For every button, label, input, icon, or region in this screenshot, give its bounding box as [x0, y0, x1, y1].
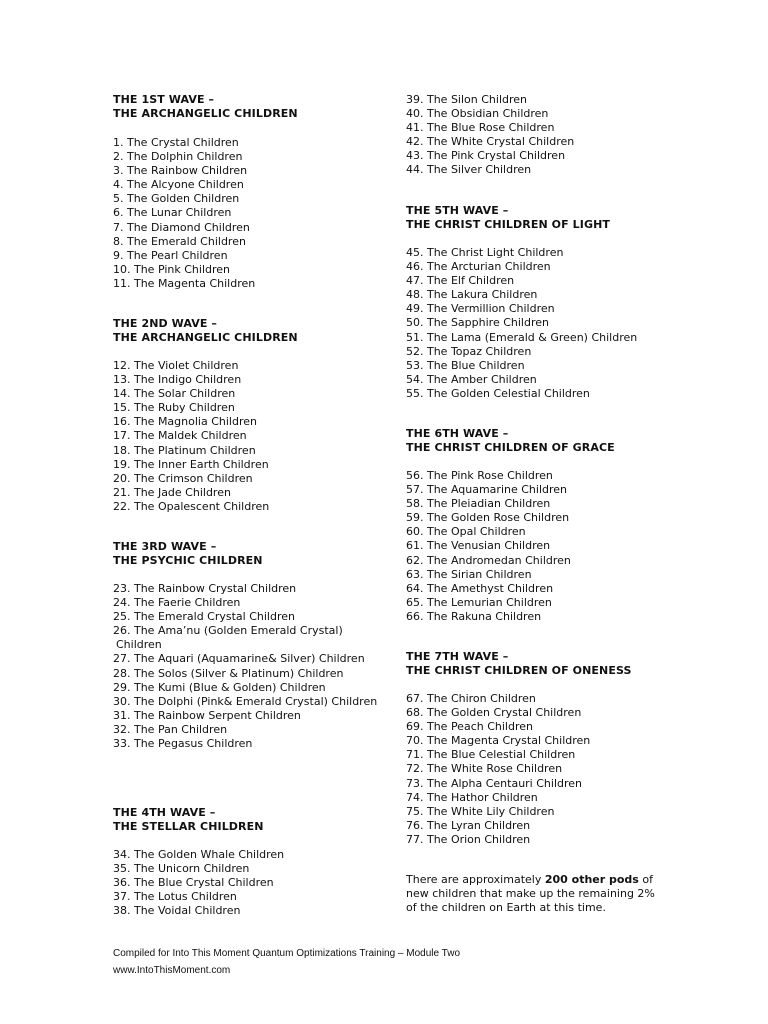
wave-7-title-line2: THE CHRIST CHILDREN OF ONENESS	[406, 664, 632, 678]
wave-7-list	[406, 692, 726, 847]
footer-credit: Compiled for Into This Moment Quantum Optimizations Training – Module Two	[113, 948, 461, 959]
wave-2-title-line1: THE 2ND WAVE –	[113, 317, 218, 330]
wave-1-title-line2: THE ARCHANGELIC CHILDREN	[113, 107, 298, 121]
wave-2-list	[113, 359, 383, 514]
list-item: 70. The Magenta Crystal Children	[406, 734, 591, 748]
list-item: 50. The Sapphire Children	[406, 316, 549, 330]
list-item: 13. The Indigo Children	[113, 373, 242, 387]
list-item: 72. The White Rose Children	[406, 762, 563, 776]
wave-7-title-line1: THE 7TH WAVE –	[406, 650, 509, 663]
list-item: 42. The White Crystal Children	[406, 135, 575, 149]
list-item: 23. The Rainbow Crystal Children	[113, 582, 297, 595]
list-item: 45. The Christ Light Children	[406, 246, 564, 259]
wave-3-title-line2: THE PSYCHIC CHILDREN	[113, 554, 263, 568]
wave-6-title-line2: THE CHRIST CHILDREN OF GRACE	[406, 441, 615, 455]
list-item: 34. The Golden Whale Children	[113, 848, 285, 861]
list-item: 2. The Dolphin Children	[113, 150, 243, 164]
wave-5-section	[406, 204, 726, 232]
list-item: 37. The Lotus Children	[113, 890, 237, 904]
wave-3-list	[113, 582, 383, 751]
list-item: 15. The Ruby Children	[113, 401, 235, 415]
list-item: 58. The Pleiadian Children	[406, 497, 551, 511]
wave-6-list	[406, 469, 726, 624]
list-item: 12. The Violet Children	[113, 359, 239, 372]
list-item: 28. The Solos (Silver & Platinum) Children	[113, 666, 344, 680]
wave-7-section	[406, 650, 726, 678]
list-item: 38. The Voidal Children	[113, 904, 241, 918]
list-item: 41. The Blue Rose Children	[406, 121, 555, 135]
list-item: 21. The Jade Children	[113, 485, 231, 499]
list-item: 35. The Unicorn Children	[113, 862, 250, 876]
pods-note-bold: 200 other pods	[544, 873, 639, 886]
wave-4-list-part1	[113, 848, 383, 918]
list-item: 22. The Opalescent Children	[113, 499, 270, 513]
list-item: 29. The Kumi (Blue & Golden) Children	[113, 680, 326, 694]
wave-2-title-line2: THE ARCHANGELIC CHILDREN	[113, 331, 298, 345]
list-item: 40. The Obsidian Children	[406, 107, 549, 121]
list-item: 71. The Blue Celestial Children	[406, 748, 576, 762]
list-item: 30. The Dolphi (Pink& Emerald Crystal) Children	[113, 694, 378, 708]
list-item: 18. The Platinum Children	[113, 443, 256, 457]
wave-1-list	[113, 136, 383, 291]
list-item: 49. The Vermillion Children	[406, 302, 555, 316]
list-item: 59. The Golden Rose Children	[406, 511, 570, 525]
list-item: 61. The Venusian Children	[406, 539, 551, 553]
list-item: 39. The Silon Children	[406, 93, 528, 106]
wave-3-section	[113, 540, 383, 568]
list-item: 9. The Pearl Children	[113, 248, 228, 262]
wave-2-section	[113, 317, 383, 345]
list-item: 69. The Peach Children	[406, 720, 533, 734]
list-item: 66. The Rakuna Children	[406, 609, 542, 623]
wave-5-title-line1: THE 5TH WAVE –	[406, 204, 509, 217]
list-item: 48. The Lakura Children	[406, 288, 538, 302]
list-item: 25. The Emerald Crystal Children	[113, 610, 295, 624]
list-item: 8. The Emerald Children	[113, 234, 246, 248]
wave-6-title-line1: THE 6TH WAVE –	[406, 427, 509, 440]
list-item: 55. The Golden Celestial Children	[406, 386, 590, 400]
list-item: 17. The Maldek Children	[113, 429, 247, 443]
list-item: 7. The Diamond Children	[113, 220, 250, 234]
list-item: 62. The Andromedan Children	[406, 553, 571, 567]
list-item: 46. The Arcturian Children	[406, 260, 551, 274]
list-item: 31. The Rainbow Serpent Children	[113, 708, 301, 722]
list-item: 44. The Silver Children	[406, 163, 532, 177]
page-footer	[113, 946, 673, 979]
list-item: 73. The Alpha Centauri Children	[406, 776, 583, 790]
wave-1-section	[113, 93, 383, 121]
list-item: 33. The Pegasus Children	[113, 737, 253, 751]
pods-note-after: of new children that make up the remaining 2% of the children on Earth at this time.	[406, 873, 655, 915]
list-item: 63. The Sirian Children	[406, 567, 532, 581]
list-item: 56. The Pink Rose Children	[406, 469, 553, 482]
list-item: 4. The Alcyone Children	[113, 178, 244, 192]
pods-note	[406, 873, 656, 915]
list-item: 74. The Hathor Children	[406, 790, 538, 804]
list-item: 1. The Crystal Children	[113, 136, 239, 149]
list-item: 16. The Magnolia Children	[113, 415, 257, 429]
list-item: 65. The Lemurian Children	[406, 595, 552, 609]
wave-3-title-line1: THE 3RD WAVE –	[113, 540, 217, 553]
list-item: 64. The Amethyst Children	[406, 581, 554, 595]
list-item: 43. The Pink Crystal Children	[406, 149, 566, 163]
list-item: 67. The Chiron Children	[406, 692, 536, 705]
list-item: 10. The Pink Children	[113, 262, 230, 276]
list-item: 76. The Lyran Children	[406, 818, 531, 832]
wave-4-section	[113, 806, 383, 834]
list-item: 68. The Golden Crystal Children	[406, 706, 582, 720]
list-item: 36. The Blue Crystal Children	[113, 876, 274, 890]
list-item: 19. The Inner Earth Children	[113, 457, 269, 471]
list-item: 20. The Crimson Children	[113, 471, 253, 485]
pods-note-before: There are approximately	[406, 873, 545, 886]
list-item: 14. The Solar Children	[113, 387, 236, 401]
list-item: 6. The Lunar Children	[113, 206, 232, 220]
list-item: 77. The Orion Children	[406, 832, 531, 846]
list-item: 51. The Lama (Emerald & Green) Children	[406, 330, 638, 344]
list-item: 27. The Aquari (Aquamarine& Silver) Children	[113, 652, 365, 666]
list-item: 32. The Pan Children	[113, 722, 228, 736]
list-item: 53. The Blue Children	[406, 358, 525, 372]
list-item: 26. The Ama’nu (Golden Emerald Crystal) Children	[113, 624, 343, 652]
list-item: 5. The Golden Children	[113, 192, 240, 206]
wave-6-section	[406, 427, 726, 455]
list-item: 75. The White Lily Children	[406, 804, 555, 818]
list-item: 52. The Topaz Children	[406, 344, 532, 358]
wave-5-list	[406, 246, 726, 401]
wave-4-title-line2: THE STELLAR CHILDREN	[113, 820, 264, 834]
list-item: 57. The Aquamarine Children	[406, 483, 568, 497]
list-item: 47. The Elf Children	[406, 274, 515, 288]
list-item: 3. The Rainbow Children	[113, 164, 248, 178]
list-item: 54. The Amber Children	[406, 372, 537, 386]
footer-website: www.IntoThisMoment.com	[113, 964, 231, 976]
wave-5-title-line2: THE CHRIST CHILDREN OF LIGHT	[406, 218, 611, 232]
list-item: 60. The Opal Children	[406, 525, 526, 539]
list-item: 11. The Magenta Children	[113, 276, 256, 290]
list-item: 24. The Faerie Children	[113, 596, 241, 610]
wave-1-title-line1: THE 1ST WAVE –	[113, 93, 215, 106]
wave-4-title-line1: THE 4TH WAVE –	[113, 806, 216, 819]
wave-4-list-part2	[406, 93, 726, 178]
